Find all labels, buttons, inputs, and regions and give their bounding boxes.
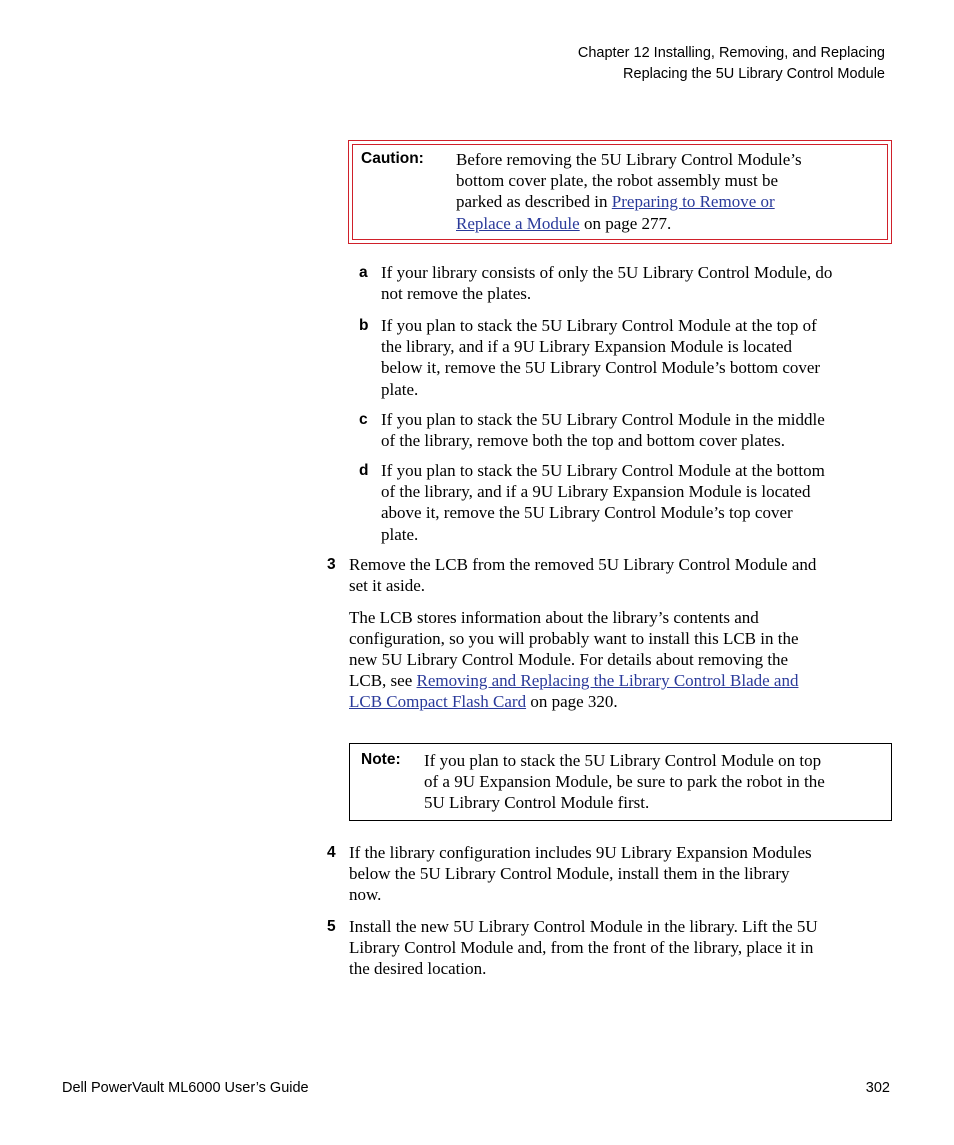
substep-a-line-1: If your library consists of only the 5U Library Control Module, do bbox=[381, 263, 833, 282]
note-line-2: of a 9U Expansion Module, be sure to park the robot in the bbox=[424, 772, 825, 791]
step-3-line-2: set it aside. bbox=[349, 576, 426, 595]
footer-document-title: Dell PowerVault ML6000 User’s Guide bbox=[62, 1080, 309, 1096]
step-3-page-ref: on page 320. bbox=[526, 692, 618, 711]
replace-a-module-link[interactable]: Replace a Module bbox=[456, 214, 580, 233]
step-5-line-2: Library Control Module and, from the front of the library, place it in bbox=[349, 938, 814, 957]
caution-line-3 bbox=[456, 191, 775, 212]
note-line-1: If you plan to stack the 5U Library Control Module on top bbox=[424, 751, 822, 770]
step-3-para-line-1: The LCB stores information about the library’s contents and bbox=[349, 608, 759, 627]
substep-a-letter: a bbox=[359, 264, 368, 281]
running-header bbox=[578, 43, 885, 84]
step-4-number: 4 bbox=[327, 844, 336, 861]
caution-line-4 bbox=[456, 213, 671, 234]
step-3-number: 3 bbox=[327, 556, 336, 573]
note-label: Note: bbox=[361, 751, 401, 768]
step-3-para-line-4 bbox=[349, 670, 798, 691]
caution-line-1: Before removing the 5U Library Control Module’s bbox=[456, 150, 802, 169]
lcb-compact-flash-card-link[interactable]: LCB Compact Flash Card bbox=[349, 692, 527, 711]
substep-c-letter: c bbox=[359, 411, 368, 428]
substep-d-line-4: plate. bbox=[381, 525, 419, 544]
step-4-line-3: now. bbox=[349, 885, 382, 904]
substep-c-line-1: If you plan to stack the 5U Library Control Module in the middle bbox=[381, 410, 825, 429]
step-3-para-line-3: new 5U Library Control Module. For details about removing the bbox=[349, 650, 789, 669]
caution-line-3-text: parked as described in bbox=[456, 192, 612, 211]
substep-b-line-1: If you plan to stack the 5U Library Control Module at the top of bbox=[381, 316, 817, 335]
substep-c-line-2: of the library, remove both the top and bottom cover plates. bbox=[381, 431, 785, 450]
substep-d-line-2: of the library, and if a 9U Library Expansion Module is located bbox=[381, 482, 811, 501]
substep-b-line-4: plate. bbox=[381, 380, 419, 399]
step-5-number: 5 bbox=[327, 918, 336, 935]
note-line-3: 5U Library Control Module first. bbox=[424, 793, 650, 812]
substep-a-line-2: not remove the plates. bbox=[381, 284, 532, 303]
section-title: Replacing the 5U Library Control Module bbox=[623, 65, 885, 82]
removing-replacing-lcb-link[interactable]: Removing and Replacing the Library Control Blade and bbox=[416, 671, 799, 690]
step-3-line-1: Remove the LCB from the removed 5U Library Control Module and bbox=[349, 555, 817, 574]
substep-b-line-3: below it, remove the 5U Library Control Module’s bottom cover bbox=[381, 358, 821, 377]
step-5-line-3: the desired location. bbox=[349, 959, 487, 978]
preparing-to-remove-link[interactable]: Preparing to Remove or bbox=[611, 192, 775, 211]
step-3-para-line-2: configuration, so you will probably want to install this LCB in the bbox=[349, 629, 799, 648]
step-4-line-1: If the library configuration includes 9U Library Expansion Modules bbox=[349, 843, 812, 862]
step-3-para-line-5 bbox=[349, 691, 618, 712]
substep-d-letter: d bbox=[359, 462, 369, 479]
substep-b-letter: b bbox=[359, 317, 369, 334]
step-4-line-2: below the 5U Library Control Module, install them in the library bbox=[349, 864, 790, 883]
substep-b-line-2: the library, and if a 9U Library Expansion Module is located bbox=[381, 337, 793, 356]
footer-page-number: 302 bbox=[865, 1080, 890, 1096]
caution-label: Caution: bbox=[361, 150, 424, 167]
caution-page-ref: on page 277. bbox=[579, 214, 672, 233]
chapter-title: Chapter 12 Installing, Removing, and Replacing bbox=[577, 45, 885, 61]
step-3-para-line-4-text: LCB, see bbox=[349, 671, 417, 690]
caution-line-2: bottom cover plate, the robot assembly must be bbox=[456, 171, 778, 190]
substep-d-line-1: If you plan to stack the 5U Library Control Module at the bottom bbox=[381, 461, 825, 480]
substep-d-line-3: above it, remove the 5U Library Control Module’s top cover bbox=[381, 503, 793, 522]
step-5-line-1: Install the new 5U Library Control Module in the library. Lift the 5U bbox=[349, 917, 818, 936]
